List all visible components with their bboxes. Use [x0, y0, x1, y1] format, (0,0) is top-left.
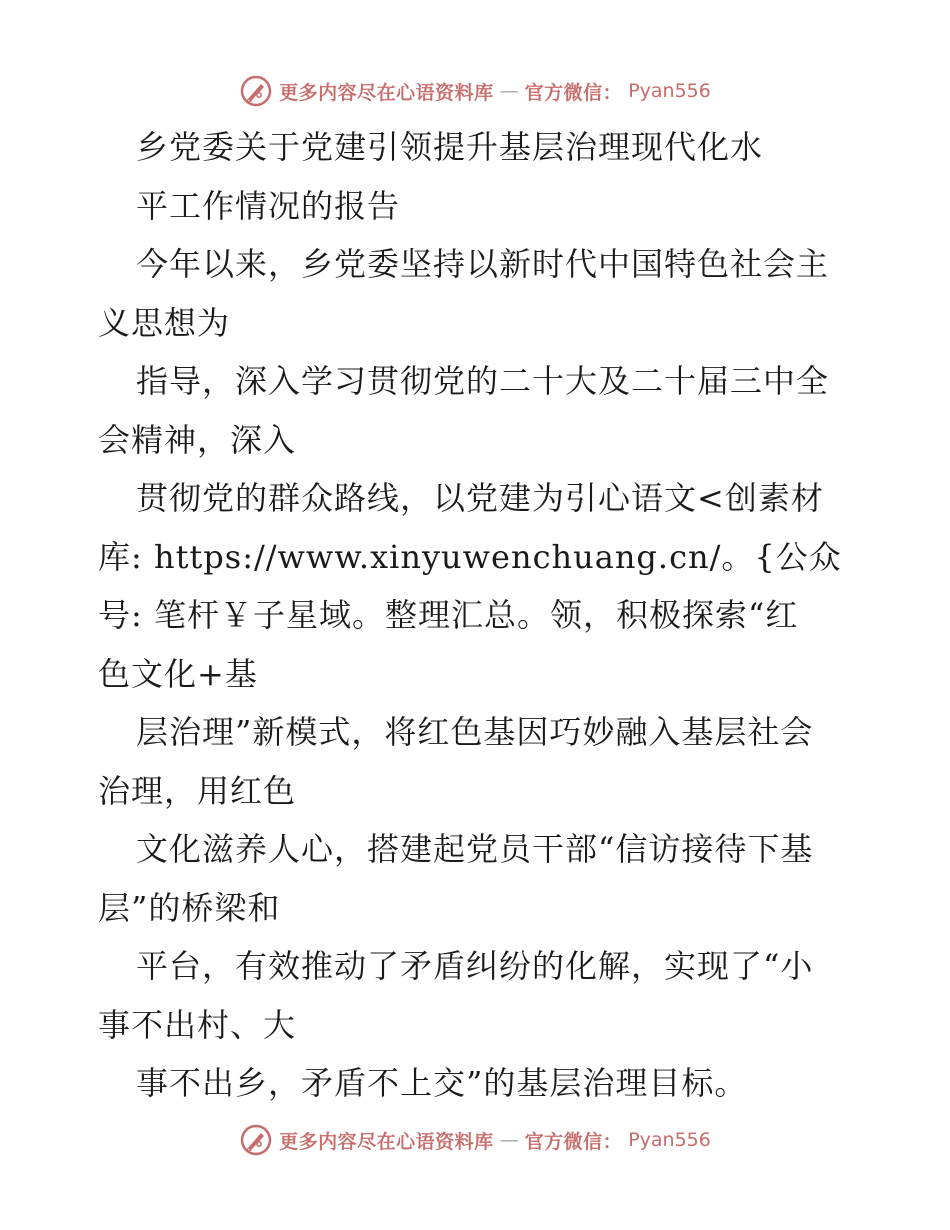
header-watermark	[0, 71, 950, 111]
paragraph-line: 平台，有效推动了矛盾纠纷的化解，实现了“小	[136, 947, 814, 985]
paragraph-line: 文化滋养人心，搭建起党员干部“信访接待下基	[136, 830, 814, 868]
paragraph-line: 今年以来，乡党委坚持以新时代中国特色社会主	[136, 245, 830, 283]
paragraph-line: 事不出乡，矛盾不上交”的基层治理目标。	[136, 1064, 748, 1102]
watermark-official-label: 官方微信：	[524, 81, 623, 104]
paragraph-line: 贯彻党的群众路线，以党建为引心语文<创素材	[136, 479, 824, 517]
watermark-account: Pyan556	[628, 80, 711, 102]
watermark-account: Pyan556	[628, 1129, 711, 1151]
paragraph-line: 层”的桥梁和	[98, 888, 281, 927]
pen-logo-icon	[239, 1123, 273, 1157]
paragraph-line: 会精神，深入	[98, 420, 297, 459]
watermark-separator: —	[499, 1129, 519, 1151]
paragraph-line: 治理，用红色	[98, 771, 297, 810]
title-line-2: 平工作情况的报告	[136, 186, 401, 225]
watermark-separator: —	[499, 80, 519, 102]
paragraph-line: 事不出村、大	[98, 1005, 297, 1044]
watermark-site-text: 更多内容尽在心语资料库	[279, 81, 494, 104]
paragraph-line: 色文化+基	[98, 654, 258, 693]
paragraph-line: 义思想为	[98, 303, 231, 342]
paragraph-line: 号: 笔杆￥子星域。整理汇总。领，积极探索“红	[98, 596, 799, 634]
footer-watermark	[0, 1120, 950, 1160]
pen-logo-icon	[239, 74, 273, 108]
paragraph-line: 库: https://www.xinyuwenchuang.cn/。{公众	[98, 537, 842, 576]
watermark-official-label: 官方微信：	[524, 1130, 623, 1153]
title-line-1: 乡党委关于党建引领提升基层治理现代化水	[136, 128, 764, 166]
watermark-site-text: 更多内容尽在心语资料库	[279, 1130, 494, 1153]
paragraph-line: 指导，深入学习贯彻党的二十大及二十届三中全	[136, 362, 830, 400]
document-body	[98, 118, 854, 1113]
paragraph-line: 层治理”新模式，将红色基因巧妙融入基层社会	[136, 713, 814, 751]
